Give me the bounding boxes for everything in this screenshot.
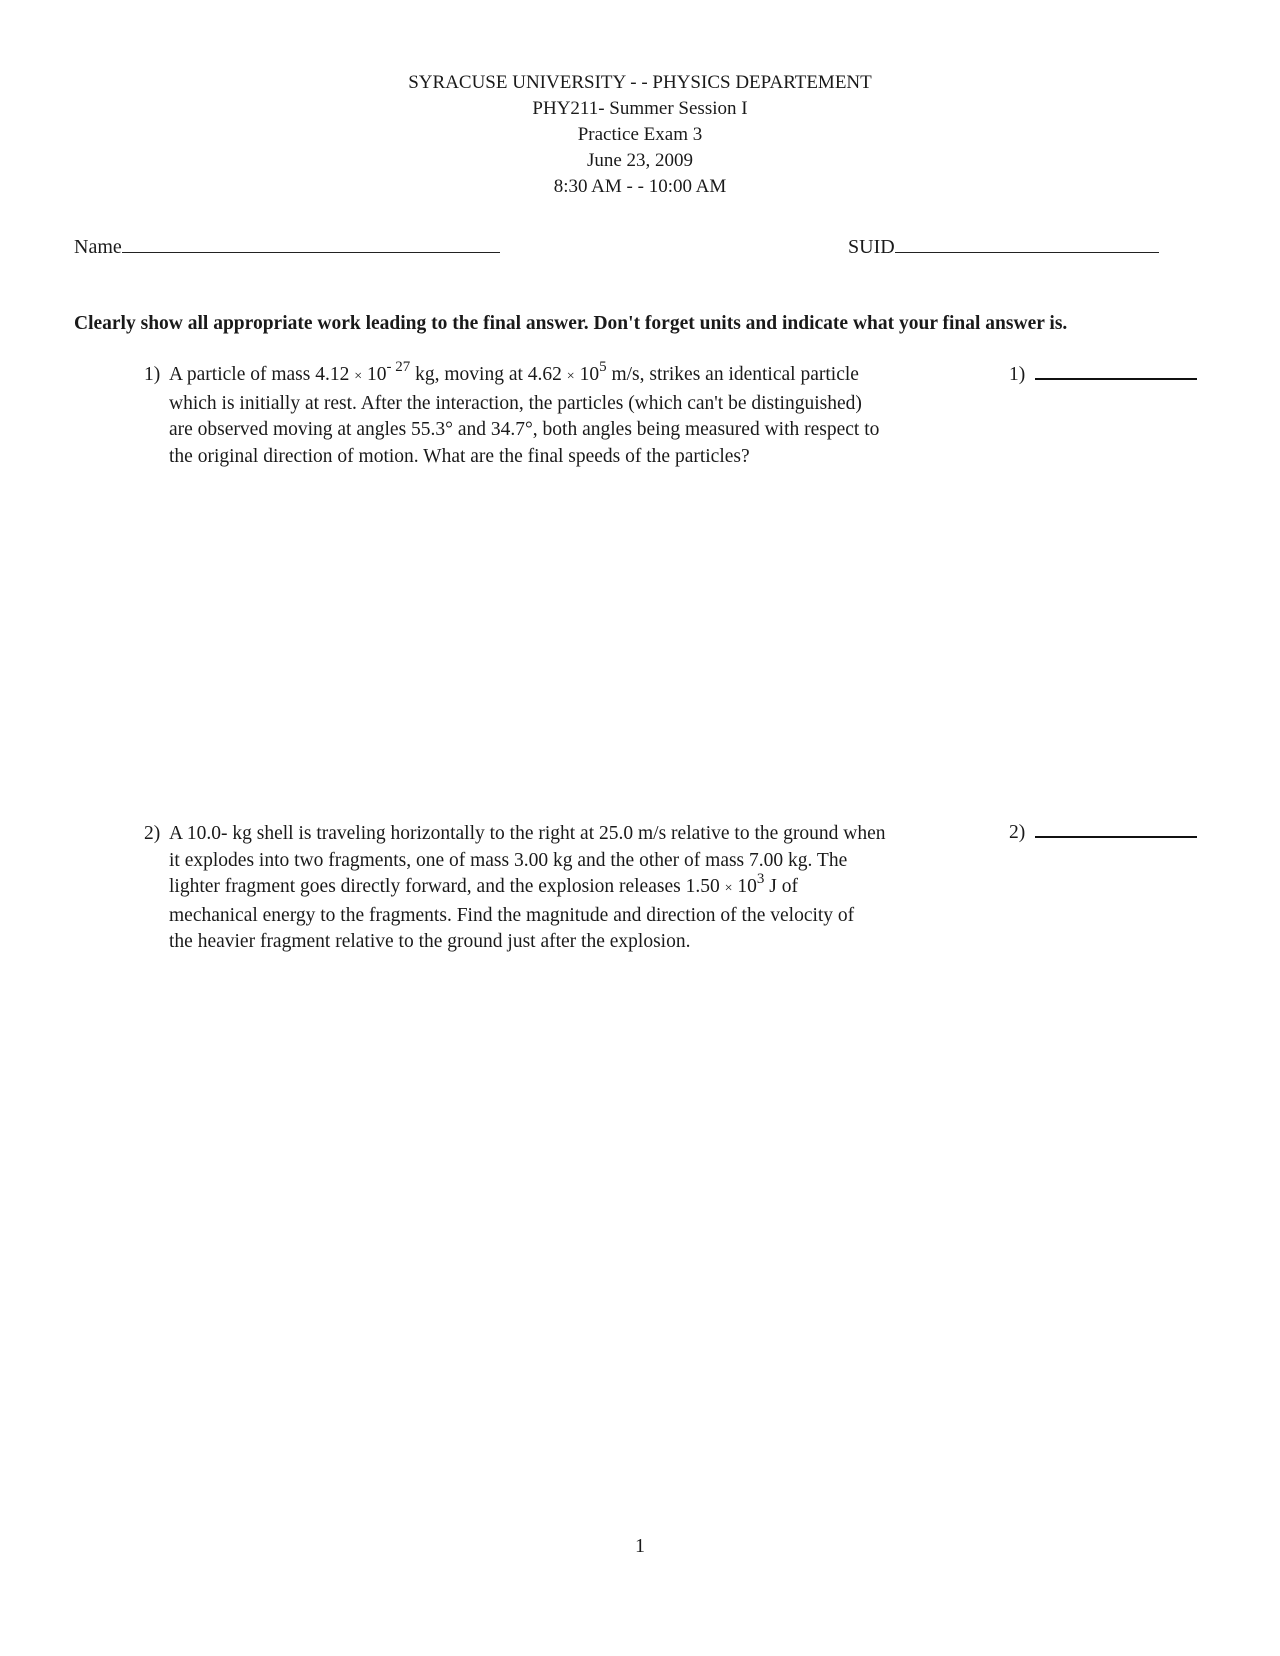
header-time: 8:30 AM - - 10:00 AM [553,176,727,197]
question-line: lighter fragment goes directly forward, and the explosion releases $1.50 \times 10^3$ J of [169,870,798,897]
answer-blank[interactable] [1035,366,1197,380]
question-2 [144,821,994,956]
question-line: mechanical energy to the fragments. Find the magnitude and direction of the velocity of [169,904,855,926]
answer-slot-1[interactable] [1009,364,1197,386]
question-line: A particle of mass $4.12 \times 10^{- 27}$ kg, moving at $4.62 \times 10^5$ m/s, strikes an identical particle [169,358,859,385]
header-date: June 23, 2009 [586,150,694,171]
header-course: PHY211- Summer Session I [532,98,748,119]
header-exam-title: Practice Exam 3 [577,124,703,145]
name-field[interactable] [74,236,500,259]
suid-blank[interactable] [895,236,1159,253]
question-line: the original direction of motion. What are the final speeds of the particles? [169,445,750,467]
question-line: are observed moving at angles 55.3° and 34.7°, both angles being measured with respect to [169,419,880,440]
question-line: it explodes into two fragments, one of mass 3.00 kg and the other of mass 7.00 kg. The [169,849,848,871]
name-blank[interactable] [122,236,500,253]
name-label: Name [74,236,122,258]
answer-blank[interactable] [1035,824,1197,838]
answer-slot-2[interactable] [1009,822,1197,844]
question-line: A 10.0- kg shell is traveling horizontally to the right at 25.0 m/s relative to the ground when [169,823,886,844]
answer-label: 2) [1009,822,1026,843]
suid-field[interactable] [848,236,1159,259]
answer-label: 1) [1009,364,1026,385]
exam-header [0,70,1280,200]
header-university: SYRACUSE UNIVERSITY - - PHYSICS DEPARTEMENT [408,72,872,93]
question-text [169,821,994,956]
page-number: 1 [635,1535,645,1557]
question-text [169,358,994,470]
instructions: Clearly show all appropriate work leading to the final answer. Don't forget units and indicate what your final answer is. [74,313,1068,334]
question-number: 2) [144,823,161,844]
question-number: 1) [144,364,161,385]
question-line: which is initially at rest. After the interaction, the particles (which can't be distinguished) [169,392,862,414]
suid-label: SUID [848,236,895,258]
question-line: the heavier fragment relative to the ground just after the explosion. [169,931,691,952]
question-1 [144,358,994,470]
